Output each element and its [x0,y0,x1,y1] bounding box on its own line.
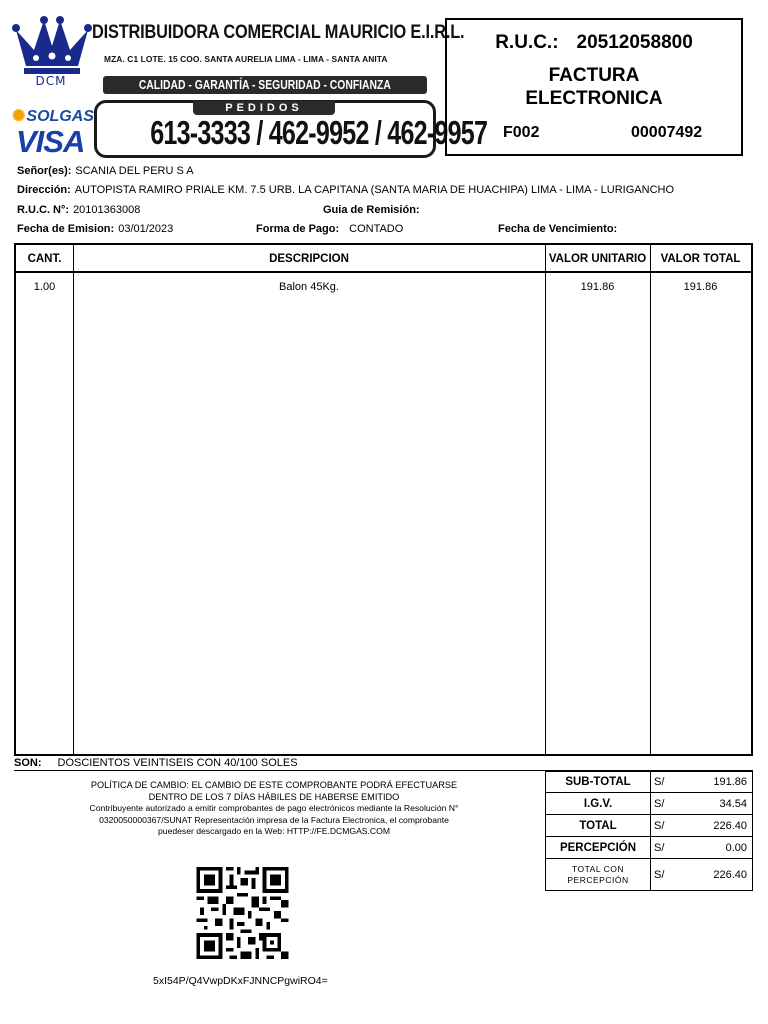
ruc-box [445,18,743,156]
document-type-line2: ELECTRONICA [525,88,663,109]
client-address-value: AUTOPISTA RAMIRO PRIALE KM. 7.5 URB. LA CAPITANA (SANTA MARIA DE HUACHIPA) LIMA - LIMA - LURIGANCHO [74,184,675,196]
ruc-number: 20512058800 [576,32,693,53]
totals-row-total-con-percepcion [545,859,753,891]
igv-value: 34.54 [719,797,747,810]
row-descripcion: Balon 45Kg. [279,281,339,293]
column-divider [650,245,651,754]
igv-label: I.G.V. [546,793,651,814]
phone-numbers [97,114,488,152]
company-address: MZA. C1 LOTE. 15 COO. SANTA AURELIA LIMA - LIMA - SANTA ANITA [104,54,388,64]
totals-table [545,771,753,891]
amount-in-words-value: DOSCIENTOS VEINTISEIS CON 40/100 SOLES [57,757,298,769]
fecha-emision-value: 03/01/2023 [118,223,174,235]
legal-line-3: Contribuyente autorizado a emitir comprobantes de pago electrónicos mediante la Resolución N° [89,803,459,813]
amount-in-words-label: SON: [14,757,42,769]
document-type [447,64,741,110]
fecha-vencimiento-row [498,223,621,235]
slogan-bar [103,76,427,94]
legal-line-5: puedeser descargado en la Web: HTTP://FE.DCMGAS.COM [158,826,390,836]
pedidos-label: PEDIDOS [193,101,335,115]
header-valor-unitario: VALOR UNITARIO [548,253,647,265]
solgas-logo [12,106,94,126]
client-address-label: Dirección: [17,184,71,196]
amount-in-words-row [14,756,753,771]
header-valor-total: VALOR TOTAL [660,253,741,265]
igv-currency: S/ [654,797,665,810]
document-type-line1: FACTURA [548,65,640,86]
qr-code-icon [194,867,291,959]
subtotal-value: 191.86 [713,776,747,788]
fecha-emision-label: Fecha de Emision: [17,223,115,235]
client-ruc-label: R.U.C. N°: [17,204,70,216]
forma-pago-value: CONTADO [349,223,404,235]
totals-row-subtotal [545,771,753,793]
document-numero: 00007492 [631,124,703,141]
guia-label: Guia de Remisión: [323,204,420,216]
ruc-line [447,32,741,54]
company-name: DISTRIBUIDORA COMERCIAL MAURICIO E.I.R.L. [92,22,465,43]
legal-notice [14,780,534,838]
percepcion-currency: S/ [654,841,665,854]
column-divider [545,245,546,754]
client-address-row [17,184,674,196]
total-con-percepcion-value: 226.40 [713,868,747,881]
solgas-sun-icon: ✺ [12,108,26,125]
solgas-text: SOLGAS [26,108,94,125]
ruc-label: R.U.C.: [495,32,559,53]
total-label: TOTAL [546,815,651,836]
percepcion-label: PERCEPCIÓN [546,837,651,858]
legal-line-4: 0320050000367/SUNAT Representación impresa de la Factura Electronica, el comprobante [99,814,449,825]
legal-line-1: POLÍTICA DE CAMBIO: EL CAMBIO DE ESTE COMPROBANTE PODRÁ EFECTUARSE [90,780,458,790]
row-valor-unitario: 191.86 [580,281,615,293]
percepcion-value: 0.00 [725,841,747,854]
subtotal-label: SUB-TOTAL [546,772,651,792]
pedidos-box [94,100,488,158]
row-cant: 1.00 [33,281,56,293]
column-divider [73,245,74,754]
logo-text: DCM [35,74,67,88]
guia-row [323,204,424,216]
totals-row-igv [545,793,753,815]
client-name-value: SCANIA DEL PERU S A [75,165,194,177]
total-con-percepcion-currency: S/ [654,868,665,881]
phone-numbers-text: 613-3333 / 462-9952 / 462-9957 [150,114,488,151]
legal-line-2: DENTRO DE LOS 7 DÍAS HÁBILES DE HABERSE EMITIDO [148,791,400,802]
header-descripcion: DESCRIPCION [269,253,349,265]
fecha-vencimiento-label: Fecha de Vencimiento: [498,223,618,235]
total-con-percepcion-label-line1: TOTAL CON [571,863,625,874]
row-valor-total: 191.86 [683,281,718,293]
total-value: 226.40 [713,819,747,832]
items-table [14,243,753,756]
client-name-label: Señor(es): [17,165,72,177]
total-currency: S/ [654,819,665,832]
subtotal-currency: S/ [654,776,665,788]
total-con-percepcion-label-line2: PERCEPCIÓN [567,874,629,885]
header-cant: CANT. [27,253,62,265]
client-name-row [17,165,194,177]
totals-row-percepcion [545,837,753,859]
document-serie: F002 [503,124,540,141]
document-hash: 5xI54P/Q4VwpDKxFJNNCPgwiRO4= [153,975,328,987]
forma-pago-row [256,223,403,235]
forma-pago-label: Forma de Pago: [256,223,340,235]
visa-logo: VISA [16,124,85,159]
slogan-text: CALIDAD - GARANTÍA - SEGURIDAD - CONFIANZA [138,78,392,92]
client-ruc-row [17,204,140,216]
totals-row-total [545,815,753,837]
total-con-percepcion-label [546,859,651,890]
client-ruc-value: 20101363008 [73,204,141,216]
fecha-emision-row [17,223,173,235]
